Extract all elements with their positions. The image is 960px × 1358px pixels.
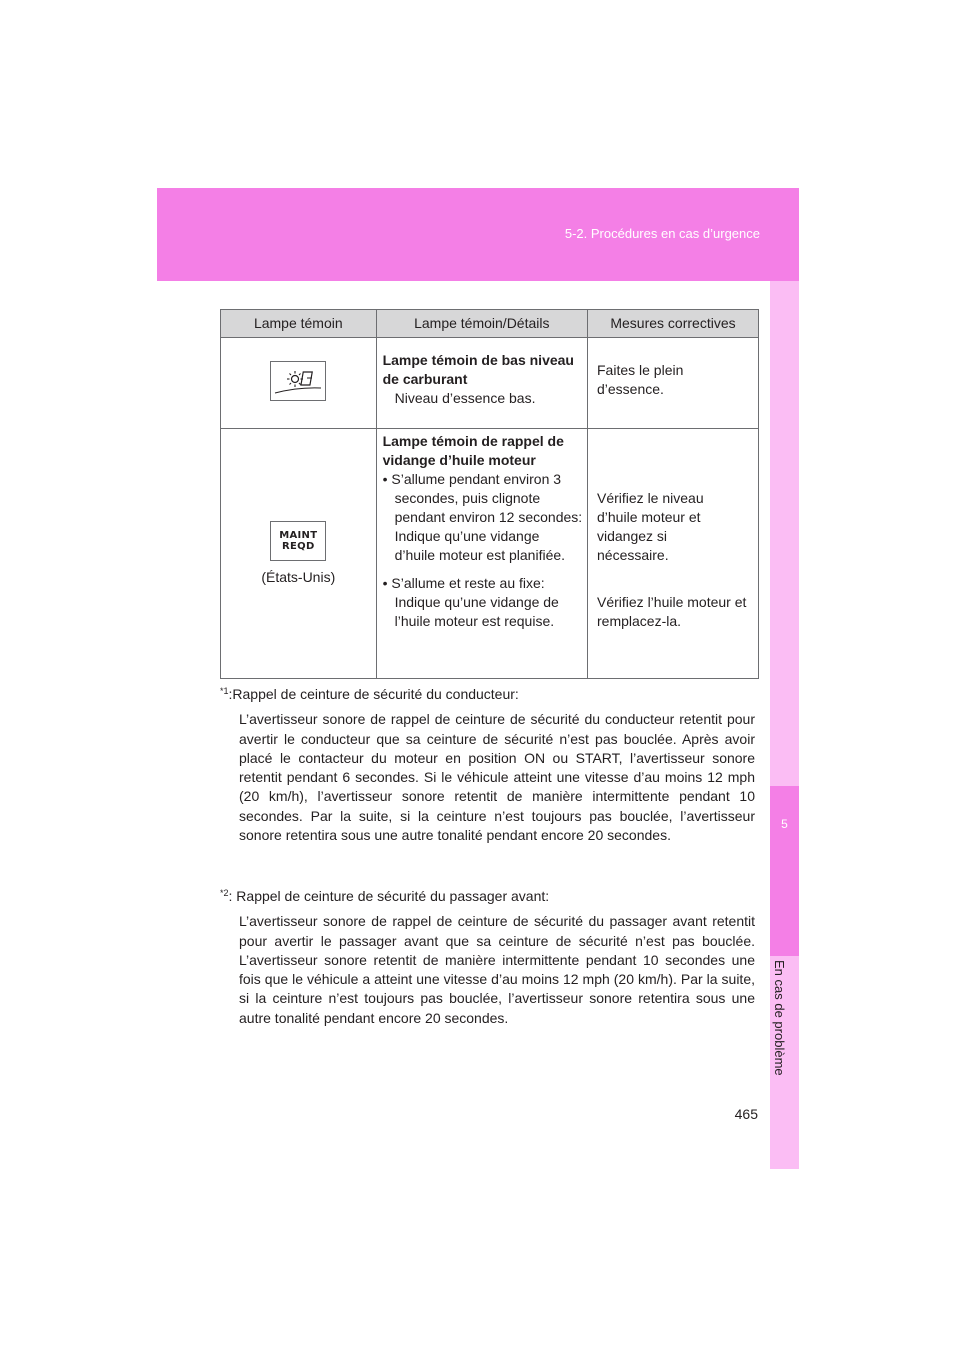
note-body: L’avertisseur sonore de rappel de ceinture de sécurité du conducteur retentit pour avertir le conducteur que sa ceinture de sécurité n’est pas bouclée. Après avoir placé le contacteur du moteur en position ON ou START, l’avertisseur sonore retentit pendant 6 secondes. Si le véhicule atteint une vitesse d’au moins 12 mph (20 km/h), l’avertisseur sonore retentit de manière intermittente pendant 10 secondes. Par la suite, si la ceinture n’est toujours pas bouclée, l’avertisseur sonore retentira sous une autre tonalité pendant encore 20 secondes. (239, 711, 755, 844)
note-driver-seatbelt (220, 685, 755, 845)
chapter-tab[interactable] (770, 786, 799, 956)
lamp-title: Lampe témoin de rappel de vidange d’huile moteur (382, 433, 564, 468)
table-row (221, 338, 759, 429)
region-label: (États-Unis) (261, 568, 336, 585)
lamp-detail: Niveau d’essence bas. (394, 390, 536, 406)
lamp-cell (221, 338, 377, 429)
lamp-title: Lampe témoin de bas niveau de carburant (382, 352, 574, 387)
column-header: Lampe témoin (221, 310, 377, 338)
icon-label: MAINT (279, 529, 318, 541)
action-cell (588, 338, 759, 429)
chapter-title: En cas de problème (772, 960, 787, 1076)
lamp-cell (221, 429, 377, 679)
low-fuel-icon (270, 361, 326, 401)
table-row (221, 429, 759, 679)
note-body: L’avertisseur sonore de rappel de ceinture de sécurité du passager avant retentit pour avertir le passager avant que sa ceinture de sécurité n’est pas bouclée. L’avertisseur sonore retentit de manière intermittente pendant 10 secondes une fois que le véhicule a atteint une vitesse d’au moins 12 mph (20 km/h). Par la suite, si la ceinture n’est toujours pas bouclée, l’avertisseur sonore retentira sous une autre tonalité pendant encore 20 secondes. (239, 913, 755, 1026)
table-header-row (221, 310, 759, 338)
corrective-action: Vérifiez le niveau d’huile moteur et vidangez si nécessaire. (597, 490, 704, 563)
icon-label: REQD (282, 540, 315, 552)
column-header: Lampe témoin/Détails (376, 310, 587, 338)
warning-lamp-table (220, 309, 759, 679)
lamp-detail: • S’allume pendant environ 3 secondes, puis clignote pendant environ 12 secondes: Indique qu’une vidange d’huile moteur est planifiée. (382, 471, 583, 563)
lamp-detail: • S’allume et reste au fixe: Indique qu’une vidange de l’huile moteur est requise. (382, 575, 559, 629)
corrective-action: Faites le plein d’essence. (597, 362, 684, 397)
details-cell (376, 429, 587, 679)
footnote-marker: *1 (220, 686, 229, 696)
note-heading: : Rappel de ceinture de sécurité du passager avant: (228, 888, 550, 904)
page-number: 465 (734, 1106, 758, 1122)
footnote-marker: *2 (220, 888, 229, 898)
note-passenger-seatbelt (220, 887, 755, 1028)
maintenance-required-icon (270, 521, 326, 561)
corrective-action: Vérifiez l’huile moteur et remplacez-la. (597, 594, 747, 629)
action-cell (588, 429, 759, 679)
details-cell (376, 338, 587, 429)
note-heading: :Rappel de ceinture de sécurité du conducteur: (228, 686, 519, 702)
chapter-number: 5 (781, 817, 788, 831)
section-title: 5-2. Procédures en cas d’urgence (564, 226, 760, 241)
column-header: Mesures correctives (588, 310, 759, 338)
